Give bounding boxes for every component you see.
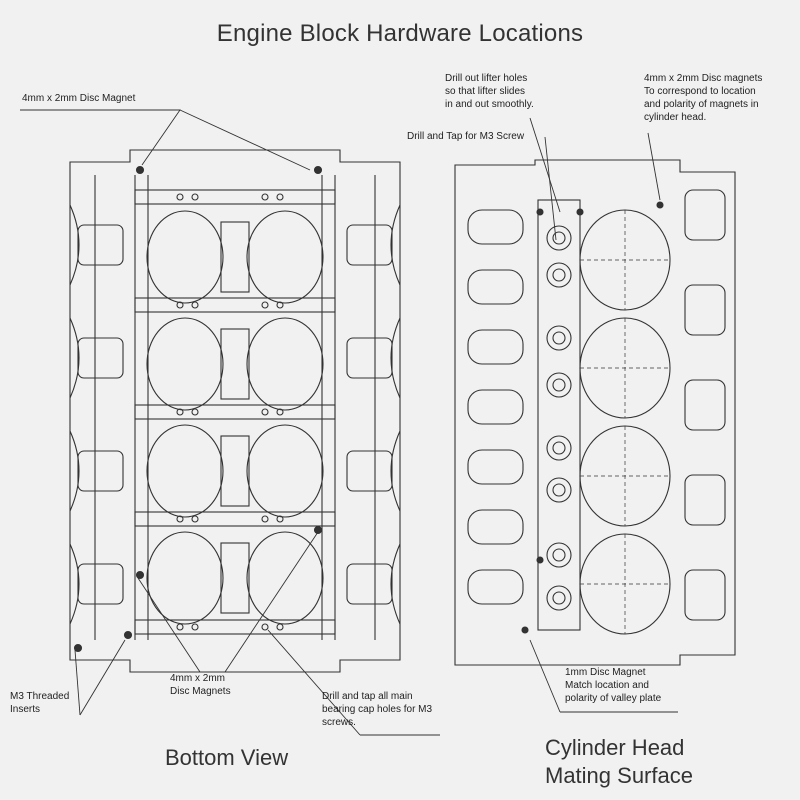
head-magnet-dot — [537, 557, 543, 563]
intake-port — [468, 570, 523, 604]
cap-bolt-hole — [262, 409, 268, 415]
magnet-dot — [125, 632, 132, 639]
head-magnet-dot — [537, 209, 543, 215]
note-valley-plate-magnet: 1mm Disc Magnet Match location and polarity of valley plate — [565, 667, 662, 704]
cap-bolt-hole — [177, 624, 183, 630]
right-jacket — [685, 285, 725, 335]
cylinder-bore — [147, 211, 223, 303]
magnet-dot — [137, 167, 144, 174]
cap-bolt-hole — [262, 194, 268, 200]
cap-bolt-hole — [262, 516, 268, 522]
lifter-valley — [538, 200, 580, 630]
web-section — [221, 543, 249, 613]
leader-line — [530, 640, 560, 712]
lifter-bore — [547, 263, 571, 287]
lifter-bore-inner — [553, 269, 565, 281]
right-lobe — [347, 338, 392, 378]
note-head-magnets: 4mm x 2mm Disc magnets To correspond to location and polarity of magnets in cylinder head. — [644, 73, 763, 123]
left-lobe — [78, 564, 123, 604]
main-bearing-cap — [135, 298, 335, 312]
intake-port — [468, 270, 523, 304]
cap-bolt-hole — [192, 409, 198, 415]
lifter-bore — [547, 586, 571, 610]
note-m3-screw: Drill and Tap for M3 Screw — [407, 131, 525, 142]
lifter-bore-inner — [553, 332, 565, 344]
right-jacket — [685, 190, 725, 240]
note-m3-threaded-inserts: M3 Threaded Inserts — [10, 691, 70, 715]
leader-line — [648, 133, 660, 200]
intake-port — [468, 510, 523, 544]
head-magnet-dot — [657, 202, 663, 208]
leader-lines — [20, 110, 678, 735]
cylinder-bore — [247, 211, 323, 303]
right-lobe — [347, 451, 392, 491]
skirt-lines — [95, 175, 375, 640]
cylinder-bore — [247, 318, 323, 410]
web-section — [221, 329, 249, 399]
lifter-bore-inner — [553, 232, 565, 244]
cap-bolt-hole — [192, 194, 198, 200]
label-cylinder-head: Cylinder Head Mating Surface — [545, 735, 693, 788]
lifter-bore — [547, 436, 571, 460]
lifter-bore — [547, 326, 571, 350]
cap-bolt-hole — [262, 302, 268, 308]
bearing-rails — [135, 175, 335, 640]
magnet-dot — [137, 572, 144, 579]
cap-bolt-hole — [277, 194, 283, 200]
left-lobe — [78, 451, 123, 491]
lifter-bore-inner — [553, 592, 565, 604]
note-disc-magnet-top: 4mm x 2mm Disc Magnet — [22, 93, 136, 104]
lifter-bore-inner — [553, 379, 565, 391]
lifter-bore — [547, 478, 571, 502]
leader-line — [225, 532, 318, 672]
cylinder-head-view-drawing — [455, 160, 735, 665]
lifter-bore-inner — [553, 549, 565, 561]
left-lobe — [78, 338, 123, 378]
leader-line — [80, 640, 125, 715]
intake-port — [468, 210, 523, 244]
head-magnet-dot — [522, 627, 528, 633]
magnet-dot — [75, 645, 82, 652]
right-lobe — [347, 564, 392, 604]
lifter-bore-inner — [553, 442, 565, 454]
right-jacket — [685, 380, 725, 430]
main-bearing-cap — [135, 405, 335, 419]
bottom-view-drawing — [70, 150, 400, 672]
leader-line — [545, 137, 556, 240]
head-outline — [455, 160, 735, 665]
lifter-bore — [547, 226, 571, 250]
web-section — [221, 222, 249, 292]
cylinder-bore — [147, 532, 223, 624]
block-outline — [70, 150, 400, 672]
web-section — [221, 436, 249, 506]
leader-line — [138, 578, 200, 672]
label-bottom-view: Bottom View — [165, 745, 289, 770]
cap-bolt-hole — [177, 194, 183, 200]
note-bearing-cap: Drill and tap all main bearing cap holes for M3 screws. — [322, 691, 433, 728]
main-bearing-cap — [135, 620, 335, 634]
note-disc-magnets-bottom: 4mm x 2mm Disc Magnets — [170, 673, 231, 697]
right-lobe — [347, 225, 392, 265]
leader-line — [20, 110, 180, 165]
cap-bolt-hole — [192, 302, 198, 308]
cylinder-bore — [147, 425, 223, 517]
intake-port — [468, 390, 523, 424]
cylinder-bore — [247, 425, 323, 517]
magnet-dot — [315, 167, 322, 174]
page-title: Engine Block Hardware Locations — [216, 20, 584, 47]
note-lifter-holes: Drill out lifter holes so that lifter slides in and out smoothly. — [445, 73, 534, 110]
main-bearing-cap — [135, 190, 335, 204]
intake-port — [468, 330, 523, 364]
right-jacket — [685, 475, 725, 525]
cylinder-bore — [147, 318, 223, 410]
left-lobe — [78, 225, 123, 265]
lifter-bore — [547, 543, 571, 567]
lifter-bore — [547, 373, 571, 397]
right-jacket — [685, 570, 725, 620]
leader-line — [180, 110, 310, 170]
cap-bolt-hole — [262, 624, 268, 630]
main-bearing-cap — [135, 512, 335, 526]
cap-bolt-hole — [277, 624, 283, 630]
head-magnet-dot — [577, 209, 583, 215]
cylinder-bore — [247, 532, 323, 624]
intake-port — [468, 450, 523, 484]
cap-bolt-hole — [192, 624, 198, 630]
lifter-bore-inner — [553, 484, 565, 496]
cap-bolt-hole — [192, 516, 198, 522]
